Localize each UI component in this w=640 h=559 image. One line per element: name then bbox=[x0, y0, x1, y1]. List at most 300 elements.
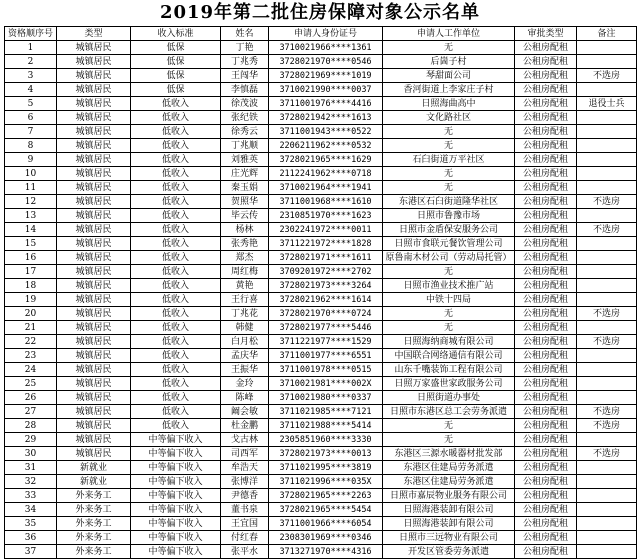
id-number-cell: 3728021970****0724 bbox=[269, 307, 383, 321]
remark-cell bbox=[577, 265, 637, 279]
remark-cell bbox=[577, 83, 637, 97]
name-cell: 付红春 bbox=[221, 531, 269, 545]
type-cell: 城镇居民 bbox=[57, 433, 131, 447]
approval-type-cell: 公租房配租 bbox=[515, 293, 577, 307]
workplace-cell: 开发区管委劳务派遣 bbox=[383, 545, 515, 559]
type-cell: 城镇居民 bbox=[57, 167, 131, 181]
seq-cell: 36 bbox=[5, 531, 57, 545]
remark-cell bbox=[577, 489, 637, 503]
workplace-cell: 日照市三远物业有限公司 bbox=[383, 531, 515, 545]
remark-cell: 不选房 bbox=[577, 335, 637, 349]
name-cell: 丁艳 bbox=[221, 41, 269, 55]
table-row bbox=[5, 97, 637, 111]
income-cell: 低收入 bbox=[131, 307, 221, 321]
income-cell: 低收入 bbox=[131, 97, 221, 111]
seq-cell: 34 bbox=[5, 503, 57, 517]
income-cell: 低保 bbox=[131, 55, 221, 69]
name-cell: 韩健 bbox=[221, 321, 269, 335]
workplace-cell: 无 bbox=[383, 139, 515, 153]
table-row bbox=[5, 125, 637, 139]
type-cell: 城镇居民 bbox=[57, 97, 131, 111]
type-cell: 城镇居民 bbox=[57, 195, 131, 209]
table-row bbox=[5, 111, 637, 125]
workplace-cell: 无 bbox=[383, 307, 515, 321]
id-number-cell: 3710021981****002X bbox=[269, 377, 383, 391]
id-number-cell: 3728021973****3264 bbox=[269, 279, 383, 293]
type-cell: 外来务工 bbox=[57, 531, 131, 545]
type-cell: 城镇居民 bbox=[57, 111, 131, 125]
remark-cell bbox=[577, 461, 637, 475]
type-cell: 外来务工 bbox=[57, 517, 131, 531]
type-cell: 城镇居民 bbox=[57, 419, 131, 433]
type-cell: 外来务工 bbox=[57, 545, 131, 559]
seq-cell: 7 bbox=[5, 125, 57, 139]
seq-cell: 27 bbox=[5, 405, 57, 419]
table-row bbox=[5, 419, 637, 433]
table-row bbox=[5, 335, 637, 349]
workplace-cell: 香河街道上李家庄子村 bbox=[383, 83, 515, 97]
name-cell: 丁兆顺 bbox=[221, 139, 269, 153]
approval-type-cell: 公租房配租 bbox=[515, 447, 577, 461]
workplace-cell: 无 bbox=[383, 433, 515, 447]
name-cell: 郑杰 bbox=[221, 251, 269, 265]
income-cell: 低收入 bbox=[131, 111, 221, 125]
table-row bbox=[5, 545, 637, 559]
id-number-cell: 3728021965****2263 bbox=[269, 489, 383, 503]
seq-cell: 31 bbox=[5, 461, 57, 475]
approval-type-cell: 公租房配租 bbox=[515, 531, 577, 545]
name-cell: 孟庆华 bbox=[221, 349, 269, 363]
approval-type-cell: 公租房配租 bbox=[515, 55, 577, 69]
id-number-cell: 3710021964****1941 bbox=[269, 181, 383, 195]
approval-type-cell: 公租房配租 bbox=[515, 97, 577, 111]
type-cell: 城镇居民 bbox=[57, 251, 131, 265]
income-cell: 中等偏下收入 bbox=[131, 433, 221, 447]
type-cell: 城镇居民 bbox=[57, 237, 131, 251]
name-cell: 阚会敏 bbox=[221, 405, 269, 419]
table-row bbox=[5, 69, 637, 83]
name-cell: 贺照华 bbox=[221, 195, 269, 209]
income-cell: 中等偏下收入 bbox=[131, 489, 221, 503]
workplace-cell: 日照市嘉辰物业服务有限公司 bbox=[383, 489, 515, 503]
type-cell: 城镇居民 bbox=[57, 307, 131, 321]
table-row bbox=[5, 307, 637, 321]
approval-type-cell: 公租房配租 bbox=[515, 167, 577, 181]
approval-type-cell: 公租房配租 bbox=[515, 125, 577, 139]
remark-cell bbox=[577, 377, 637, 391]
id-number-cell: 3711021988****5414 bbox=[269, 419, 383, 433]
table-row bbox=[5, 503, 637, 517]
income-cell: 低收入 bbox=[131, 139, 221, 153]
name-cell: 陈峰 bbox=[221, 391, 269, 405]
seq-cell: 35 bbox=[5, 517, 57, 531]
remark-cell: 不选房 bbox=[577, 405, 637, 419]
remark-cell bbox=[577, 139, 637, 153]
income-cell: 中等偏下收入 bbox=[131, 461, 221, 475]
column-header: 审批类型 bbox=[515, 27, 577, 41]
remark-cell: 不选房 bbox=[577, 307, 637, 321]
name-cell: 董书泉 bbox=[221, 503, 269, 517]
type-cell: 城镇居民 bbox=[57, 265, 131, 279]
income-cell: 中等偏下收入 bbox=[131, 475, 221, 489]
table-row bbox=[5, 279, 637, 293]
remark-cell bbox=[577, 209, 637, 223]
name-cell: 尹德香 bbox=[221, 489, 269, 503]
id-number-cell: 3711001978****0515 bbox=[269, 363, 383, 377]
id-number-cell: 3728021965****1629 bbox=[269, 153, 383, 167]
income-cell: 低收入 bbox=[131, 279, 221, 293]
income-cell: 低保 bbox=[131, 41, 221, 55]
remark-cell bbox=[577, 531, 637, 545]
seq-cell: 19 bbox=[5, 293, 57, 307]
id-number-cell: 3711001966****6054 bbox=[269, 517, 383, 531]
remark-cell bbox=[577, 349, 637, 363]
seq-cell: 6 bbox=[5, 111, 57, 125]
approval-type-cell: 公租房配租 bbox=[515, 419, 577, 433]
table-row bbox=[5, 363, 637, 377]
name-cell: 秦玉娟 bbox=[221, 181, 269, 195]
id-number-cell: 2302241972****0011 bbox=[269, 223, 383, 237]
table-row bbox=[5, 461, 637, 475]
approval-type-cell: 公租房配租 bbox=[515, 433, 577, 447]
name-cell: 戈古林 bbox=[221, 433, 269, 447]
id-number-cell: 3711001977****6551 bbox=[269, 349, 383, 363]
table-row bbox=[5, 41, 637, 55]
seq-cell: 26 bbox=[5, 391, 57, 405]
column-header: 备注 bbox=[577, 27, 637, 41]
table-row bbox=[5, 405, 637, 419]
workplace-cell: 日照海纳商城有限公司 bbox=[383, 335, 515, 349]
seq-cell: 25 bbox=[5, 377, 57, 391]
seq-cell: 11 bbox=[5, 181, 57, 195]
approval-type-cell: 公租房配租 bbox=[515, 489, 577, 503]
remark-cell: 不选房 bbox=[577, 447, 637, 461]
name-cell: 王闯华 bbox=[221, 69, 269, 83]
id-number-cell: 3728021971****1611 bbox=[269, 251, 383, 265]
type-cell: 城镇居民 bbox=[57, 321, 131, 335]
name-cell: 王振华 bbox=[221, 363, 269, 377]
income-cell: 低收入 bbox=[131, 167, 221, 181]
id-number-cell: 3728021962****1614 bbox=[269, 293, 383, 307]
table-row bbox=[5, 265, 637, 279]
id-number-cell: 2310851970****1623 bbox=[269, 209, 383, 223]
type-cell: 城镇居民 bbox=[57, 335, 131, 349]
id-number-cell: 3711021995****3819 bbox=[269, 461, 383, 475]
remark-cell bbox=[577, 55, 637, 69]
type-cell: 城镇居民 bbox=[57, 55, 131, 69]
seq-cell: 18 bbox=[5, 279, 57, 293]
table-row bbox=[5, 167, 637, 181]
column-header: 申请人身份证号 bbox=[269, 27, 383, 41]
seq-cell: 16 bbox=[5, 251, 57, 265]
table-row bbox=[5, 223, 637, 237]
approval-type-cell: 公租房配租 bbox=[515, 181, 577, 195]
type-cell: 城镇居民 bbox=[57, 405, 131, 419]
applicant-table bbox=[4, 26, 637, 559]
workplace-cell: 中铁十四局 bbox=[383, 293, 515, 307]
seq-cell: 4 bbox=[5, 83, 57, 97]
table-row bbox=[5, 433, 637, 447]
approval-type-cell: 公租房配租 bbox=[515, 195, 577, 209]
type-cell: 城镇居民 bbox=[57, 447, 131, 461]
approval-type-cell: 公租房配租 bbox=[515, 111, 577, 125]
approval-type-cell: 公租房配租 bbox=[515, 545, 577, 559]
type-cell: 新就业 bbox=[57, 461, 131, 475]
type-cell: 城镇居民 bbox=[57, 223, 131, 237]
id-number-cell: 3711001968****1610 bbox=[269, 195, 383, 209]
name-cell: 张秀艳 bbox=[221, 237, 269, 251]
name-cell: 李慎磊 bbox=[221, 83, 269, 97]
id-number-cell: 3710021990****0037 bbox=[269, 83, 383, 97]
remark-cell bbox=[577, 545, 637, 559]
workplace-cell: 日照市东港区总工会劳务派遣 bbox=[383, 405, 515, 419]
seq-cell: 2 bbox=[5, 55, 57, 69]
remark-cell bbox=[577, 41, 637, 55]
type-cell: 城镇居民 bbox=[57, 279, 131, 293]
workplace-cell: 日照街道办事处 bbox=[383, 391, 515, 405]
name-cell: 刘雅英 bbox=[221, 153, 269, 167]
income-cell: 中等偏下收入 bbox=[131, 545, 221, 559]
name-cell: 庄光辉 bbox=[221, 167, 269, 181]
approval-type-cell: 公租房配租 bbox=[515, 335, 577, 349]
income-cell: 中等偏下收入 bbox=[131, 517, 221, 531]
workplace-cell: 无 bbox=[383, 41, 515, 55]
seq-cell: 5 bbox=[5, 97, 57, 111]
remark-cell: 不选房 bbox=[577, 419, 637, 433]
remark-cell: 退役士兵 bbox=[577, 97, 637, 111]
remark-cell bbox=[577, 237, 637, 251]
seq-cell: 12 bbox=[5, 195, 57, 209]
remark-cell bbox=[577, 279, 637, 293]
id-number-cell: 3728021969****1019 bbox=[269, 69, 383, 83]
income-cell: 低收入 bbox=[131, 377, 221, 391]
approval-type-cell: 公租房配租 bbox=[515, 349, 577, 363]
workplace-cell: 无 bbox=[383, 167, 515, 181]
id-number-cell: 3711221977****1529 bbox=[269, 335, 383, 349]
name-cell: 毕云传 bbox=[221, 209, 269, 223]
table-row bbox=[5, 447, 637, 461]
seq-cell: 9 bbox=[5, 153, 57, 167]
table-row bbox=[5, 153, 637, 167]
approval-type-cell: 公租房配租 bbox=[515, 279, 577, 293]
id-number-cell: 3710021980****0337 bbox=[269, 391, 383, 405]
remark-cell bbox=[577, 125, 637, 139]
income-cell: 低收入 bbox=[131, 391, 221, 405]
seq-cell: 37 bbox=[5, 545, 57, 559]
income-cell: 低收入 bbox=[131, 181, 221, 195]
remark-cell bbox=[577, 503, 637, 517]
workplace-cell: 无 bbox=[383, 125, 515, 139]
page-title: 2019年第二批住房保障对象公示名单 bbox=[159, 2, 481, 23]
workplace-cell: 东港区住建局劳务派遣 bbox=[383, 475, 515, 489]
table-row bbox=[5, 517, 637, 531]
approval-type-cell: 公租房配租 bbox=[515, 251, 577, 265]
workplace-cell: 东港区三源水暖器材批发部 bbox=[383, 447, 515, 461]
seq-cell: 20 bbox=[5, 307, 57, 321]
workplace-cell: 日照万家盛世家政服务公司 bbox=[383, 377, 515, 391]
seq-cell: 28 bbox=[5, 419, 57, 433]
seq-cell: 30 bbox=[5, 447, 57, 461]
workplace-cell: 日照海港装卸有限公司 bbox=[383, 503, 515, 517]
table-row bbox=[5, 489, 637, 503]
workplace-cell: 琴甜面公司 bbox=[383, 69, 515, 83]
table-row bbox=[5, 237, 637, 251]
seq-cell: 14 bbox=[5, 223, 57, 237]
id-number-cell: 3711001976****4416 bbox=[269, 97, 383, 111]
name-cell: 徐茂波 bbox=[221, 97, 269, 111]
approval-type-cell: 公租房配租 bbox=[515, 139, 577, 153]
name-cell: 王行喜 bbox=[221, 293, 269, 307]
approval-type-cell: 公租房配租 bbox=[515, 307, 577, 321]
workplace-cell: 无 bbox=[383, 419, 515, 433]
id-number-cell: 2206211962****0532 bbox=[269, 139, 383, 153]
approval-type-cell: 公租房配租 bbox=[515, 237, 577, 251]
type-cell: 城镇居民 bbox=[57, 41, 131, 55]
type-cell: 城镇居民 bbox=[57, 181, 131, 195]
name-cell: 杨林 bbox=[221, 223, 269, 237]
column-header: 申请人工作单位 bbox=[383, 27, 515, 41]
remark-cell: 不选房 bbox=[577, 195, 637, 209]
name-cell: 丁兆花 bbox=[221, 307, 269, 321]
workplace-cell: 原鲁南木材公司（劳动局托管） bbox=[383, 251, 515, 265]
column-header: 类型 bbox=[57, 27, 131, 41]
workplace-cell: 石臼街道万平社区 bbox=[383, 153, 515, 167]
approval-type-cell: 公租房配租 bbox=[515, 377, 577, 391]
seq-cell: 21 bbox=[5, 321, 57, 335]
workplace-cell: 后崮子村 bbox=[383, 55, 515, 69]
income-cell: 低收入 bbox=[131, 237, 221, 251]
type-cell: 外来务工 bbox=[57, 503, 131, 517]
id-number-cell: 3711001943****0522 bbox=[269, 125, 383, 139]
workplace-cell: 中国联合网络通信有限公司 bbox=[383, 349, 515, 363]
approval-type-cell: 公租房配租 bbox=[515, 153, 577, 167]
seq-cell: 10 bbox=[5, 167, 57, 181]
seq-cell: 17 bbox=[5, 265, 57, 279]
id-number-cell: 3728021973****0013 bbox=[269, 447, 383, 461]
type-cell: 城镇居民 bbox=[57, 293, 131, 307]
column-header: 收入标准 bbox=[131, 27, 221, 41]
name-cell: 白月松 bbox=[221, 335, 269, 349]
name-cell: 司西军 bbox=[221, 447, 269, 461]
income-cell: 低收入 bbox=[131, 293, 221, 307]
name-cell: 丁兆秀 bbox=[221, 55, 269, 69]
remark-cell bbox=[577, 517, 637, 531]
remark-cell bbox=[577, 111, 637, 125]
income-cell: 低收入 bbox=[131, 251, 221, 265]
workplace-cell: 无 bbox=[383, 181, 515, 195]
seq-cell: 23 bbox=[5, 349, 57, 363]
id-number-cell: 3711221972****1828 bbox=[269, 237, 383, 251]
workplace-cell: 日照市食联元餐饮管理公司 bbox=[383, 237, 515, 251]
type-cell: 城镇居民 bbox=[57, 209, 131, 223]
income-cell: 低收入 bbox=[131, 195, 221, 209]
table-row bbox=[5, 377, 637, 391]
workplace-cell: 无 bbox=[383, 265, 515, 279]
name-cell: 周红梅 bbox=[221, 265, 269, 279]
table-row bbox=[5, 475, 637, 489]
seq-cell: 3 bbox=[5, 69, 57, 83]
type-cell: 城镇居民 bbox=[57, 69, 131, 83]
income-cell: 中等偏下收入 bbox=[131, 531, 221, 545]
id-number-cell: 3713271970****4316 bbox=[269, 545, 383, 559]
approval-type-cell: 公租房配租 bbox=[515, 517, 577, 531]
type-cell: 新就业 bbox=[57, 475, 131, 489]
approval-type-cell: 公租房配租 bbox=[515, 83, 577, 97]
income-cell: 低收入 bbox=[131, 223, 221, 237]
remark-cell bbox=[577, 181, 637, 195]
seq-cell: 13 bbox=[5, 209, 57, 223]
type-cell: 城镇居民 bbox=[57, 125, 131, 139]
name-cell: 金玲 bbox=[221, 377, 269, 391]
type-cell: 城镇居民 bbox=[57, 349, 131, 363]
type-cell: 城镇居民 bbox=[57, 83, 131, 97]
income-cell: 低收入 bbox=[131, 363, 221, 377]
income-cell: 中等偏下收入 bbox=[131, 503, 221, 517]
workplace-cell: 日照海港装卸有限公司 bbox=[383, 517, 515, 531]
approval-type-cell: 公租房配租 bbox=[515, 363, 577, 377]
name-cell: 徐秀云 bbox=[221, 125, 269, 139]
table-row bbox=[5, 83, 637, 97]
table-row bbox=[5, 181, 637, 195]
remark-cell: 不选房 bbox=[577, 223, 637, 237]
id-number-cell: 3710021966****1361 bbox=[269, 41, 383, 55]
approval-type-cell: 公租房配租 bbox=[515, 475, 577, 489]
remark-cell bbox=[577, 475, 637, 489]
approval-type-cell: 公租房配租 bbox=[515, 503, 577, 517]
approval-type-cell: 公租房配租 bbox=[515, 461, 577, 475]
name-cell: 张平水 bbox=[221, 545, 269, 559]
table-row bbox=[5, 195, 637, 209]
workplace-cell: 东港区住建局劳务派遣 bbox=[383, 461, 515, 475]
name-cell: 杜金鹏 bbox=[221, 419, 269, 433]
seq-cell: 24 bbox=[5, 363, 57, 377]
approval-type-cell: 公租房配租 bbox=[515, 41, 577, 55]
remark-cell bbox=[577, 251, 637, 265]
id-number-cell: 2305851960****3330 bbox=[269, 433, 383, 447]
remark-cell bbox=[577, 321, 637, 335]
type-cell: 城镇居民 bbox=[57, 153, 131, 167]
table-row bbox=[5, 139, 637, 153]
approval-type-cell: 公租房配租 bbox=[515, 405, 577, 419]
income-cell: 中等偏下收入 bbox=[131, 447, 221, 461]
workplace-cell: 日照海曲高中 bbox=[383, 97, 515, 111]
type-cell: 城镇居民 bbox=[57, 363, 131, 377]
id-number-cell: 2112241962****0718 bbox=[269, 167, 383, 181]
remark-cell bbox=[577, 363, 637, 377]
id-number-cell: 3711021985****7121 bbox=[269, 405, 383, 419]
workplace-cell: 日照市渔业技术推广站 bbox=[383, 279, 515, 293]
income-cell: 低收入 bbox=[131, 335, 221, 349]
income-cell: 低收入 bbox=[131, 209, 221, 223]
remark-cell: 不选房 bbox=[577, 69, 637, 83]
type-cell: 外来务工 bbox=[57, 489, 131, 503]
table-row bbox=[5, 391, 637, 405]
approval-type-cell: 公租房配租 bbox=[515, 69, 577, 83]
seq-cell: 32 bbox=[5, 475, 57, 489]
remark-cell bbox=[577, 391, 637, 405]
column-header: 资格顺序号 bbox=[5, 27, 57, 41]
remark-cell bbox=[577, 433, 637, 447]
income-cell: 低收入 bbox=[131, 153, 221, 167]
remark-cell bbox=[577, 153, 637, 167]
seq-cell: 15 bbox=[5, 237, 57, 251]
type-cell: 城镇居民 bbox=[57, 139, 131, 153]
table-row bbox=[5, 531, 637, 545]
income-cell: 低保 bbox=[131, 69, 221, 83]
seq-cell: 22 bbox=[5, 335, 57, 349]
table-row bbox=[5, 293, 637, 307]
id-number-cell: 3728021977****5446 bbox=[269, 321, 383, 335]
